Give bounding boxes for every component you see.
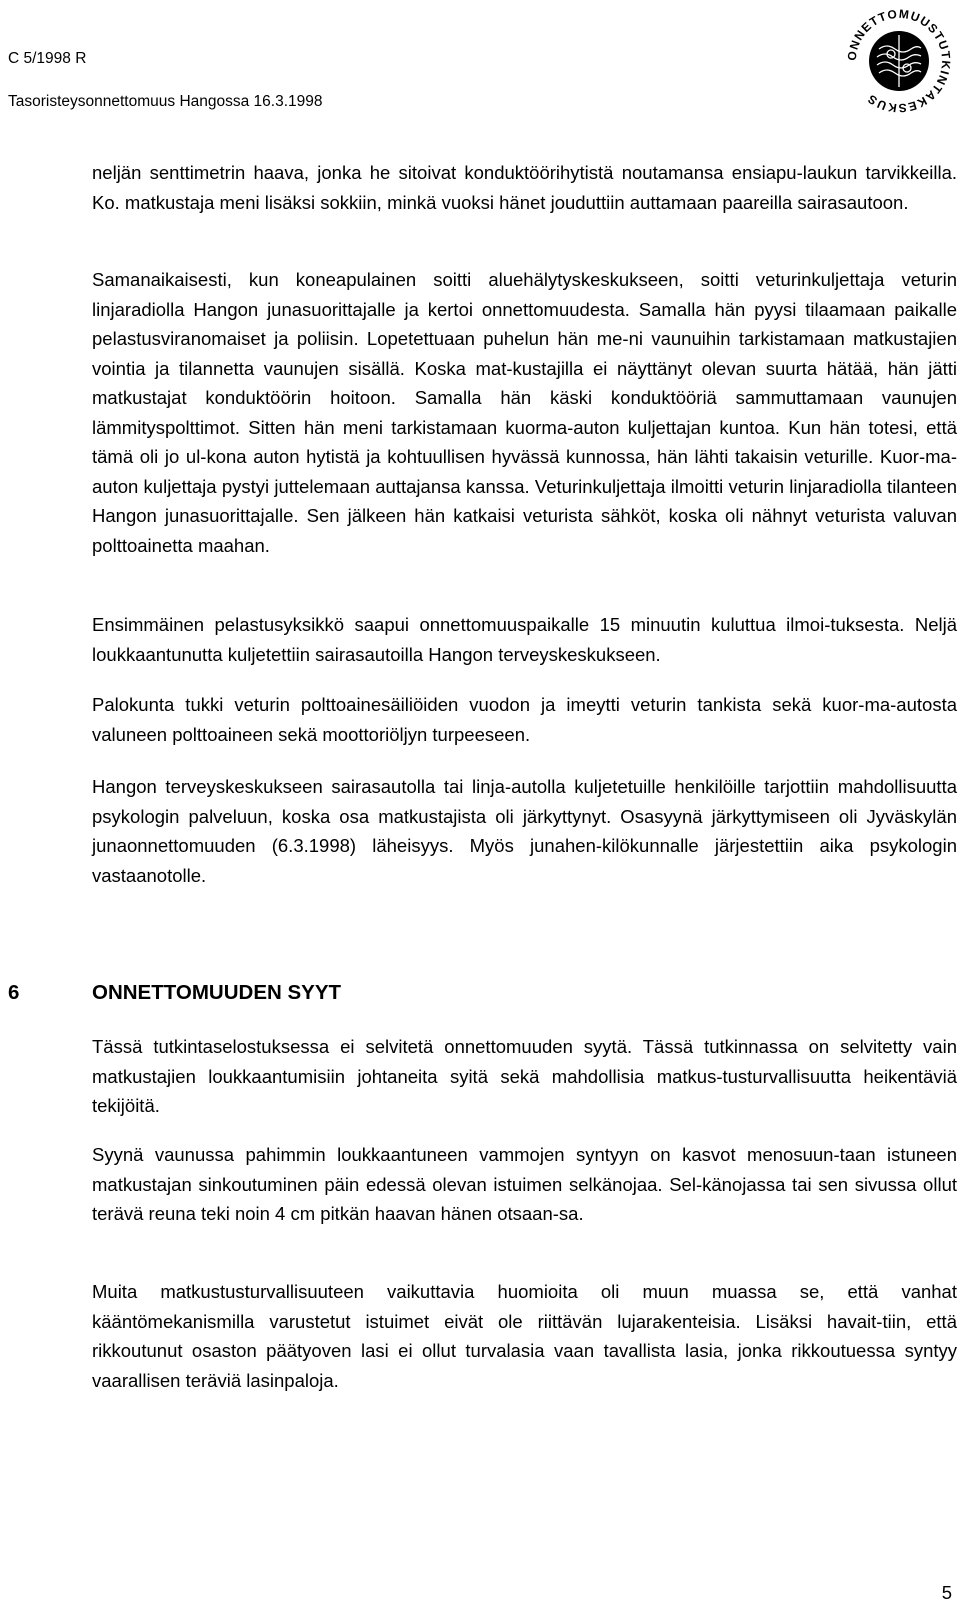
accident-investigation-board-logo	[843, 5, 955, 117]
section-paragraph-safety-observations: Muita matkustusturvallisuuteen vaikuttavia huomioita oli muun muassa se, että vanhat kääntömekanismilla varustetut istuimet eivät ole riittävän lujarakenteisia. Lisäksi havait-tiin, että rikkoutunut osaston päätyoven lasi ei ollut turvalasia vaan tavallista lasia, jonka rikkoutuessa syntyy vaarallisen teräviä lasinpaloja.	[92, 1281, 957, 1391]
logo-ring-text: ONNETTOMUUSTUTKINTAKESKUS	[844, 6, 954, 116]
header-document-id: C 5/1998 R	[8, 50, 87, 67]
page-number: 5	[941, 1582, 952, 1603]
paragraph-fire-brigade: Palokunta tukki veturin polttoainesäiliöiden vuodon ja imeytti veturin tankista sekä kuor-ma-autosta valuneen polttoaineen sekä moottoriöljyn turpeeseen.	[92, 694, 957, 745]
section-paragraph-injury-cause: Syynä vaunussa pahimmin loukkaantuneen vammojen syntyyn on kasvot menosuun-taan istuneen matkustajan sinkoutuminen päin edessä olevan istuimen selkänojaa. Sel-känojassa tai sen sivussa ollut terävä reuna teki noin 4 cm pitkän haavan hänen otsaan-sa.	[92, 1144, 957, 1224]
paragraph-driver-actions: Samanaikaisesti, kun koneapulainen soitti aluehälytyskeskukseen, soitti veturinkuljettaja veturin linjaradiolla Hangon junasuorittajalle ja kertoi onnettomuudesta. Samalla hän pyysi tilaamaan paikalle pelastusviranomaiset ja poliisin. Lopetettuaan puhelun hän me-ni vaunuihin tarkistamaan matkustajien vointia ja tilannetta vaunujen sisällä. Koska mat-kustajilla ei näyttänyt olevan suurta hätää, hän jätti matkustajat konduktöörin hoitoon. Samalla hän käski konduktööriä sammuttamaan vaunujen lämmityspolttimot. Sitten hän meni tarkistamaan kuorma-auton kuljettajan kuntoa. Kun hän totesi, että tämä oli jo ul-kona auton hytistä ja kohtuullisen hyvässä kunnossa, hän lähti takaisin veturille. Kuor-ma-auton kuljettaja pystyi juttelemaan auttajansa kanssa. Veturinkuljettaja ilmoitti veturin linjaradiolla tilanteen Hangon junasuorittajalle. Sen jälkeen hän katkaisi veturista sähköt, koska oli nähnyt veturista valuvan polttoainetta maahan.	[92, 269, 957, 556]
section-title: ONNETTOMUUDEN SYYT	[92, 981, 342, 1004]
paragraph-rescue-arrival: Ensimmäinen pelastusyksikkö saapui onnettomuuspaikalle 15 minuutin kuluttua ilmoi-tuksesta. Neljä loukkaantunutta kuljetettiin sairasautoilla Hangon terveyskeskukseen.	[92, 614, 957, 665]
paragraph-first-aid: neljän senttimetrin haava, jonka he sitoivat konduktöörihytistä noutamansa ensiapu-laukun tarvikkeilla. Ko. matkustaja meni lisäksi sokkiin, minkä vuoksi hänet jouduttiin auttamaan paareilla sairasautoon.	[92, 162, 957, 213]
section-number: 6	[8, 981, 20, 1004]
header-document-title: Tasoristeysonnettomuus Hangossa 16.3.1998	[8, 93, 323, 110]
paragraph-psychologist: Hangon terveyskeskukseen sairasautolla tai linja-autolla kuljetetuille henkilöille tarjottiin mahdollisuutta psykologin palveluun, koska osa matkustajista oli järkyttynyt. Osasyynä järkyttymiseen oli Jyväskylän junaonnettomuuden (6.3.1998) läheisyys. Myös junahen-kilökunnalle järjestettiin aika psykologin vastaanotolle.	[92, 776, 957, 886]
section-paragraph-scope: Tässä tutkintaselostuksessa ei selvitetä onnettomuuden syytä. Tässä tutkinnassa on selvitetty vain matkustajien loukkaantumisiin johtaneita syitä sekä mahdollisia matkus-tusturvallisuutta heikentäviä tekijöitä.	[92, 1036, 957, 1116]
